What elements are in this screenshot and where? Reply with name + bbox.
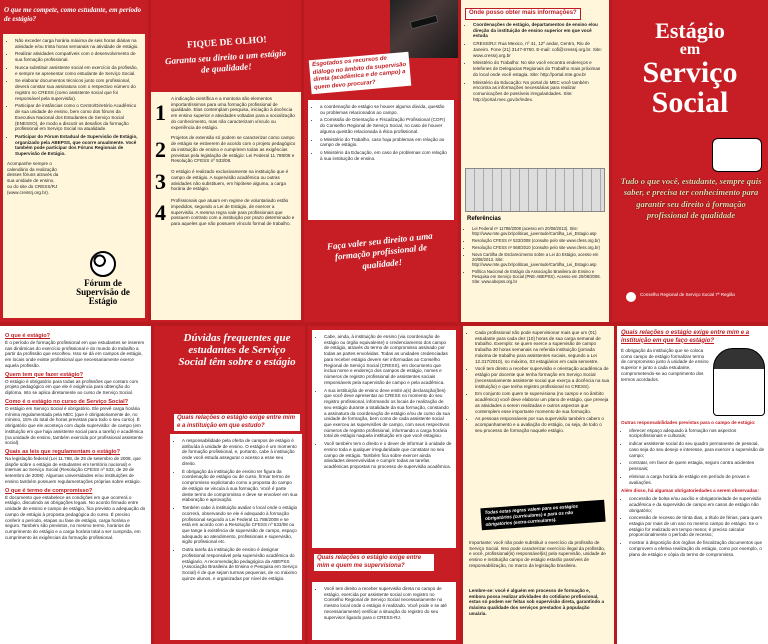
list-item: • CRESS/RJ: Rua Mexico, nº 41, 12º andar, Centro, Rio de Janeiro. Fone (21) 3147-8760. E-mail: cofi@cressrj.org.br. Site: www.cressrj.org.br (473, 41, 605, 58)
list-item: • concessão de bolsa e/ou auxílio e obrigatoriedade de supervisão acadêmica e da supervisão de campo em casos de estágio não obrigatório; (629, 496, 765, 513)
references-list (465, 226, 605, 286)
faq-list (174, 438, 298, 582)
cress-logo-icon (626, 292, 636, 302)
panel-question: O que me compete, como estudante, em período de estágio? (4, 6, 142, 23)
panel-who-to-contact (304, 0, 458, 322)
graduate-illustration (712, 138, 762, 172)
info-list-box (465, 22, 605, 182)
panel-faq (154, 326, 305, 644)
contact-list (312, 104, 450, 162)
list-item: • A responsabilidade pela oferta de campos de estágio é atribuída à unidade de ensino. O estágio é um momento de formação profissional, e, portanto, cabe à instituição onde você estuda assegurar o acesso a esse seu direito. (182, 438, 298, 467)
contact-box (308, 100, 454, 220)
faq-section: O que é termo de compromisso? É documento que estabelece as condições em que ocorrerá o estágio, discutindo as obrigações legais. No acordo firmado entre unidade de ensino e campo de estágio, fica previsto a adequação do campo de estágio à proposta pedagógica do curso. É preciso conferir o período, etapas ou fase de estágio, carga horária e seguro. Também são previstos, no mesmo termo, horários de cumprimento do estágio e a carga horária total a ser cumprida, em cumprimento às exigências da formação profissional. (5, 487, 146, 540)
supervisor-list (316, 586, 452, 620)
item-number: 4 (155, 200, 166, 226)
list-item: • As pessoas responsáveis por sua supervisão também cabem o acompanhamento e a avaliação do estágio, ou seja, de todo o seu processo de formação naquele estágio. (475, 416, 610, 433)
numbered-item: 1 A indicação científica e a montoria são elementos importantíssimos para uma formação profissional de qualidade. Elas contemplam pesquisa, iniciação à docência em ensino superior e atividades voltadas para a socialização do conhecimento, mas não caracterizam vínculo ou experiência de estágio. (155, 96, 295, 130)
obligations-box (3, 34, 145, 318)
list-item: • Participar do Fórum Estadual de Supervisão de Estágio, organizado pela ABEPSS, que ocorre anualmente. Você também pode participar dos Fóruns Regionais de Supervisão de Estágio. (15, 134, 141, 157)
list-item: • eliminar a carga horária de estágio em período de provas e avaliações. (629, 474, 765, 485)
graduation-cap-icon (409, 15, 438, 30)
list-item: • Não exceder carga horária máxima de seis horas diárias na atividade e/ou trinta horas semanais na atividade de estágio. (15, 38, 141, 49)
obligations-list (7, 38, 141, 157)
globe-icon (90, 251, 116, 277)
list-item: • mostrar à disposição dos órgãos de fiscalização documentos que comprovem a efetiva realização do estágio, como por exemplo, o plano de estágio e cópia do termo de compromisso. (629, 540, 765, 557)
list-item: • concessão de recesso de trinta dias, a título de férias, para quem estagia por mais de um ano no mesmo campo de estágio. Se o estágio for realizado em tempo menor, é preciso calcular proporcionalmente o período de recesso; (629, 515, 765, 538)
obligations-extra-list (621, 496, 765, 557)
list-item: • Ministério do Trabalho: No site você encontra endereços e telefones de Delegacias Regionais do Trabalho mais próximas do local onde você estagia. Site: http://portal.mte.gov.br (473, 60, 605, 77)
info-list (465, 22, 605, 103)
graduation-photo (390, 0, 458, 58)
panel-internship-site (617, 326, 768, 644)
supervisor-box (312, 582, 456, 640)
attention-box (151, 92, 301, 320)
list-item: • Participar de instâncias como o Centro/Diretório Acadêmico de sua unidade de ensino, bem como dos fóruns da Executiva Nacional dos Estudantes de Serviço Social (ENESSO), de modo a discutir os desafios da formação profissional em Serviço Social na atualidade. (15, 103, 141, 132)
list-item: • o Ministério do Trabalho, caso haja problemas em relação ao campo de estágio. (320, 137, 450, 148)
obligations-title: Além disso, há algumas obrigatoriedades a serem observadas: (621, 488, 759, 494)
calendar-text: Acompanhe sempre o calendário da realização desses fóruns através da sua unidade de ensino, ou do site do CRESS/RJ (www.cressrj.org.br). (7, 160, 59, 195)
supervision-list-box (467, 330, 610, 435)
list-item: • Você tem direito a receber supervisão direta no campo de estágio, exercida por assistente social com registro no Conselho Regional de Serviço Social necessariamente no mesmo local onde o estágio é realizado. Você pode e se até necessariamente) verificar a situação do registro do seu supervisor ligando para o CRESS-RJ. (324, 586, 452, 620)
faq-box (170, 434, 302, 640)
important-note: Importante: você não pode substituir o exercício da profissão de Serviço Social. Isso pode caracterizar exercício ilegal da profissão, e você, profissional(is) responsável(is) pela supervisão, unidade de ensino e instituição campo de estágio estarão passíveis de responsabilização, no marco da legislação brasileira. (469, 540, 606, 568)
faq-section: Quais as leis que regulamentam o estágio? Na legislação federal (Lei 11.788, de 25 de setembro de 2008, que dispõe sobre o estágio de estudantes em território nacional) e internas ao Serviço Social (Resolução CFESS nº 533, de 29 de setembro de 2008). Algumas universidades e/ou instituições de ensino também possuem regulamentações próprias sobre estágio. (5, 448, 141, 484)
attention-subhead: Garanta seu direito a um estágio de qualidade! (164, 47, 287, 75)
woman-illustration (713, 348, 765, 416)
list-item: • Em conjunto com quem te supervisiona (no campo e no âmbito acadêmico) você deve elaborar um plano de estágio, que preveja as atividades a serem realizadas e outros aspectos que contemplem esse importante momento de sua formação. (475, 391, 610, 414)
panel-question: Quais relações o estágio exige entre mim e a instituição em que faço estágio? (621, 330, 750, 344)
list-item: • indicar assistente social do seu quadro permanente de pessoal, caso seja do seu desejo e interesse, para exercer a supervisão de campo; (629, 441, 765, 458)
responsibilities-list (621, 428, 765, 486)
relations-list (316, 334, 452, 470)
panel-more-info (461, 0, 609, 322)
list-item: • Você tem direito a receber supervisão e orientação acadêmica de estágio por docente que tenha formação em Serviço Social (necessariamente assistente social que exerça a docência na sua instituição) e que tenha registro profissional no CRESS). (475, 366, 610, 389)
panel-cover (612, 0, 768, 322)
list-item: • A sua instituição de ensino deve emitir a(s) declaração(ões) que você deve apresentar ao CRESS no momento do seu registro profissional, informando os locais de realização de seu estágio durante a totalidade da sua formação, constando a assinatura da coordenação de estágio e/ou de curso da sua unidade de formação, bem como de cada assistente social que exerceu as supervisões de campo, com seus respectivos números de registro profissional, informando a carga horária total de estágio naquela instituição em que você estagiou. (324, 388, 452, 440)
responsibilities-box (621, 420, 765, 559)
panel-top-left (0, 0, 148, 322)
panel-institution-relations (308, 326, 460, 644)
faq-headline: Dúvidas frequentes que estudantes de Serviço Social têm sobre o estágio (178, 332, 296, 369)
list-item: • Outra tarefa da instituição de ensino é designar profissional responsável pela supervisão acadêmica do estágiario. A recomendação pedagógica da ABEPSS (Associação Brasileira de Ensino e Pesquisa em Serviço Social) é de que sejam turmas pequenas, de no máximo quinze alunos, e organizadas por nível de estágio. (182, 547, 298, 581)
list-item: • Resolução CFESS nº 568/2010 (consulte pelo site www.cfess.org.br) (472, 245, 605, 250)
panel-supervision (463, 326, 614, 644)
list-item: • o Ministério da Educação, em caso de problemas com relação à sua instituição de ensino. (320, 150, 450, 161)
quality-stamp: Faça valer seu direito a uma formação profissional de qualidade! (326, 230, 434, 271)
list-item: • Cada profissional não pode supervisionar mais que um (01) estudante para cada dez (10) horas de sua carga semanal de trabalho. Exemplo: se quem exerce a supervisão de campo trabalha 30 horas semanais na referida instituição (jornada máxima de trabalho para assistentes sociais, segundo a Lei 12.317/2010), no máximo, 03 estagiários em cada semestre. (475, 330, 610, 364)
cover-title: Estágio em Serviço Social (642, 18, 738, 119)
faq-question: Quais relações o estágio exige entre mim e quem me supervisiona? (314, 554, 434, 571)
faq-section: O que é estágio? É o período de formação profissional em que estudantes se inserem nas dinâmicas do exercício profissional e do mundo do trabalho a partir da profissão que escolheu. Isso se dá em campos de estágio, em locais onde existe profissional que necessariamente exerce aquela profissão. (5, 333, 145, 368)
list-item: • Ministério da Educação: No portal do MEC você também encontra as informações necessárias para realizar comunicações de possíveis irregularidades. Site: http://portal.mec.gov.br/index. (473, 80, 605, 103)
panel-question: Onde posso obter mais informações? (465, 8, 581, 20)
list-item: • contratar, em favor de quem estagia, seguro contra acidentes pessoais; (629, 460, 765, 471)
list-item: • Também cabe à instituição avaliar o local onde o estágio ocorrerá, observando se ele é adequado à formação profissional segundo a Lei Federal 11.788/2008 e se está em acordo com a Resolução CFESS nº 533/08 ou que tange à existência de supervisão de campo, espaço adequado ao atendimento, profissionais e supervisão, sigilo profissional etc. (182, 505, 298, 545)
supervision-list (467, 330, 610, 433)
list-item: • Resolução CFESS nº 533/2008 (consulte pelo site www.cfess.org.br) (472, 238, 605, 243)
faq-question: Quais relações o estágio exige entre mim e a instituição em que estudo? (174, 414, 300, 431)
numbered-item: 2 Projetos de extensão só podem se caracterizar como campo de estágio se estiverem de acordo com o projeto pedagógico da instituição de ensino e cumprirem todas as exigências previstas pela legislação de estágio: Lei Federal 11.788/08 e Resolução CFESS nº 533/08. (155, 135, 296, 164)
references-title: Referências (467, 216, 502, 222)
responsibilities-title: Outras responsabilidades previstas para o campo de estágio: (621, 420, 756, 425)
faq-section: Quem tem que fazer estágio? O estágio é obrigatório para todas as profissões que contam com projeto pedagógico em que ele é exigência para obtenção do diploma. Isto se aplica diretamente ao curso de Serviço Social. (5, 371, 139, 396)
item-number: 1 (155, 100, 166, 125)
numbered-item: 3 O estágio é realizado exclusivamente na instituição que é campo de estágio. A supervisão acadêmica ou outras atividades não substituem, em hipótese alguma, a carga horária de estágio. (155, 169, 289, 195)
cover-org: Conselho Regional de Serviço Social 7ª Região (640, 292, 735, 297)
list-item: • Cabe, ainda, à instituição de ensino (via coordenação de estágio ou órgão equivalente) o credenciamento dos campo de estágio, através do termo de compromisso assinado por todas as partes envolvidas. Todas as unidades credenciadas para receber estágio devem ser informadas ao Conselho Regional de Serviço Social (CRESS), em documento que inclua nome e endereço dos campos de estágio, nomes e números de registro profissional de assistentes sociais responsáveis pela supervisão de campo e pela acadêmica. (324, 334, 452, 386)
item-number: 2 (155, 137, 166, 163)
newspaper-photo (465, 168, 605, 212)
list-item: • Se elaborar documentos técnicos junto com profissional, deverá constar sua assinatura com o respectivo número do registro no CRESS (como assistente social que foi responsável pela supervisão). (15, 78, 141, 101)
list-item: • É obrigação da instituição de ensino ter figura da coordenação de estágio ou de curso, firmar termo de compromisso explicitando como a proposta do campo de estágio se vincula à sua formação. Você é parte deste termo de compromisso e deve se envolver em sua elaboração e aprovação. (182, 469, 298, 503)
numbered-item: 4 Profissionais que atuam em regime de voluntariado estão impedidos, segundo a Lei de Estágio, de exercer a supervisão. A mesma regra vale para profissionais que possuem contrato com a instituição por prazo determinado e para aqueles que não possuem vínculo formal de trabalho. (155, 198, 295, 227)
list-item: • oferecer espaço adequado à formação nos aspectos sociprofissionais e culturais; (629, 428, 765, 439)
intro-text: É obrigação da instituição que se coloca como campo de estágio formalizar termo de compromisso junto à unidade de ensino superior e junto a cada estudante, comprometendo-se ao cumprimento dos termos acordados. (621, 348, 709, 382)
forum-logo: Fórum de Supervisão de Estágio (67, 251, 139, 306)
list-item: • a Comissão de Orientação e Fiscalização Profissional (COFI) do Conselho Regional de Serviço Social, no caso de houver alguma questão relacionada à ética profissional. (320, 117, 450, 134)
panel-attention (151, 0, 301, 322)
cover-tagline: Tudo o que você, estudante, sempre quis saber, e precisa ter conhecimento para garantir seu direito à formação profissional de qualidade (620, 176, 762, 221)
item-number: 3 (155, 169, 166, 195)
list-item: • a coordenação de estágio se houver alguma dúvida, questão ou problemas relacionados ao campo. (320, 104, 450, 115)
attention-headline: FIQUE DE OLHO! (186, 35, 268, 51)
panel-question: Esgotados os recursos de diálogo no âmbito da supervisão direta (acadêmica e de campo) a quem devo procurar? (309, 52, 412, 95)
list-item: • Coordenações de estágio, departamentos de ensino e/ou direção da instituição de ensino superior em que você estuda (473, 22, 605, 39)
reminder-note: Lembre-se: você é alguém em processo de formação e, embora possa realizar atividades do cotidiano profissional, estas só podem ser feitas sob supervisão direta, garantindo a máxima qualidade dos serviços prestados à população usuária. (469, 588, 605, 616)
list-item: • Nova Cartilha de Esclarecimento sobre a Lei do Estágio, acesso em 20/08/2013. Site: http://www.mte.gov.br/politicas_juventude/Cartilha_Lei_Estagio.asp (472, 252, 605, 268)
panel-what-is-internship (0, 326, 151, 644)
faq-section: Como é o estágio no curso de Serviço Social? O estágio em Serviço Social é obrigatório. Ele prevê carga horária mínima regulamentada pela MEC (que é obrigatoriamente de, no mínimo, 15% do total de horas previstas para todo o seu curso). É obrigatório que ele aconteça com dupla supervisão: de campo (em instituição em que haja assistente social para a tarefa) e acadêmica (na unidade de ensino, também exercida por profissional assistente social). (5, 398, 144, 446)
list-item: • Lei Federal nº 11788/2008 (acesso em 20/08/2013). Site: http://www.mte.gov.br/politicas_juventude/Cartilha_Lei_Estagio.asp (472, 226, 605, 237)
list-item: • Nunca substituir assistente social em exercício da profissão, e sempre se apresentar como estudante de Serviço Social. (15, 65, 141, 76)
relations-box (312, 330, 456, 548)
list-item: • Realizar atividades compatíveis com o desenvolvimento de sua formação profissional. (15, 51, 141, 62)
list-item: • Você também tem o direito e o dever de informar à unidade de ensino toda e qualquer irregularidade que constatar no seu campo de estágio. Também fica sobre exercer ainda atividades desenvolvidas e cumprir todas as tarefas acadêmicas propostas no processo de supervisão acadêmica. (324, 441, 452, 470)
list-item: • Política Nacional de Estágio da Associação Brasileira de Ensino e Pesquisa em Serviço Social (PNE-ABEPSS). Acesso em 20/08/2008. Site: www.abepss.org.br (472, 269, 605, 285)
rules-chip: Todas estas regras valem para os estágios obrigatórios (curriculares) e para os não obrigatórios (extra-curriculares). (480, 500, 605, 531)
